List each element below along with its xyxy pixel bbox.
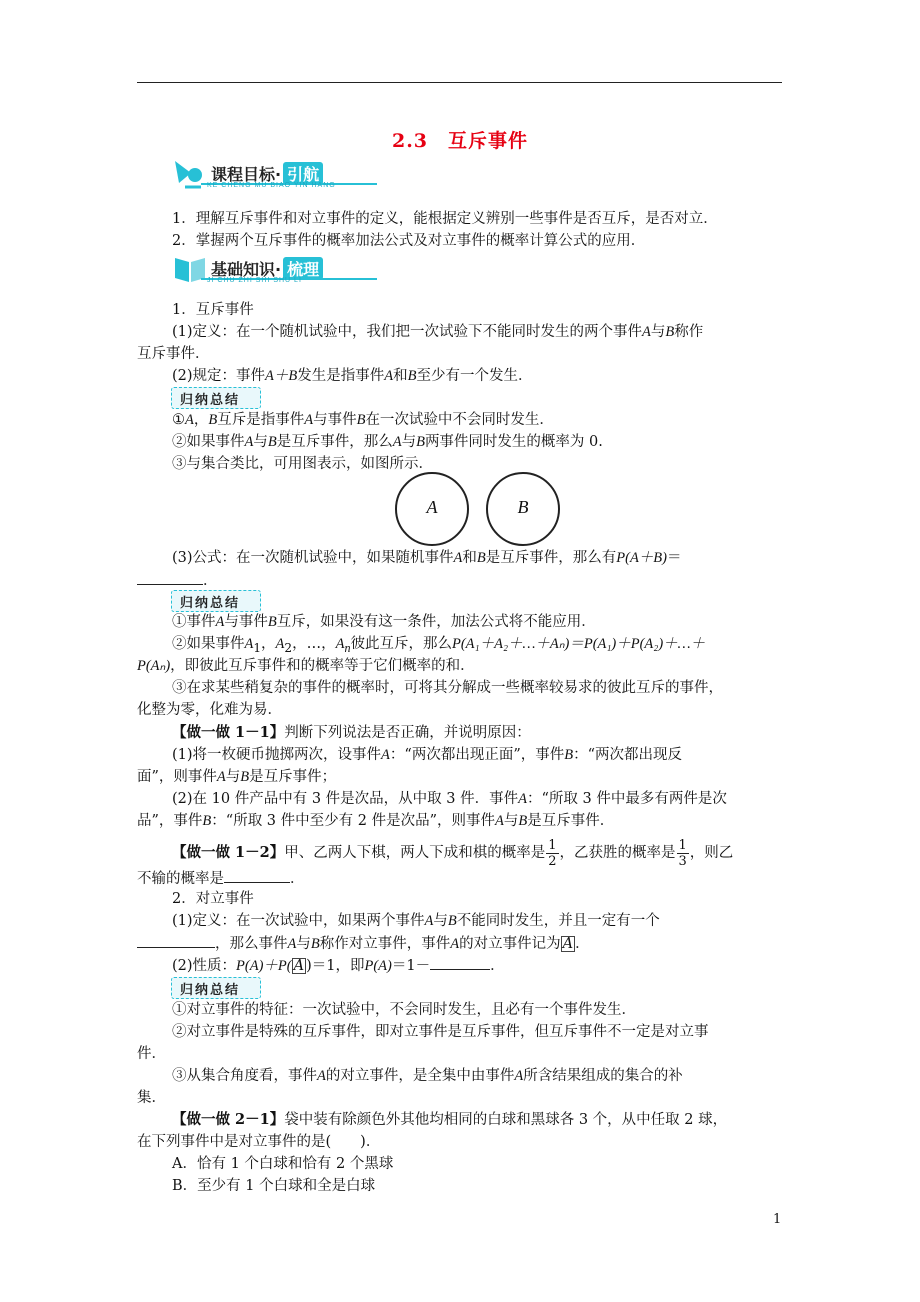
page-number: 1 [773,1212,782,1227]
sec2-def: (1)定义：在一次试验中，如果两个事件A与B不能同时发生，并且一定有一个 [172,913,660,929]
option-a: A．恰有 1 个白球和恰有 2 个黑球 [172,1156,394,1172]
note1-line1: ①A，B互斥是指事件A与事件B在一次试验中不会同时发生． [172,412,554,428]
exercise-1-1: 【做一做 1－1】判断下列说法是否正确，并说明原因： [172,724,531,741]
sec1-def-line1: (1)定义：在一个随机试验中，我们把一次试验下不能同时发生的两个事件A与B称作 [172,324,704,340]
venn-circle-b: B [486,472,560,546]
sec1-formula: (3)公式：在一次随机试验中，如果随机事件A和B是互斥事件，那么有P(A＋B)＝ [172,550,682,566]
answer-blank[interactable] [224,868,290,883]
exercise-1-2: 【做一做 1－2】甲、乙两人下棋，两人下成和棋的概率是 $\frac{1}{2}$ ，乙获胜的概率是 $\frac{1}{3}$ ，则乙 [172,837,734,869]
note3-line5: 集． [137,1090,166,1106]
summary-tag: 归纳总结 [171,590,261,612]
note3-line4: ③从集合角度看，事件A的对立事件，是全集中由事件A所含结果组成的集合的补 [172,1068,683,1084]
exercise-1-1-a2: 面”，则事件A与B是互斥事件； [137,769,337,785]
note2-line2: ②如果事件$A_1$，$A_2$，…，$A_n$彼此互斥，那么P(A₁＋A₂＋…＋Aₙ)＝P(A₁)＋P(A₂)＋…＋ [172,636,706,655]
venn-circle-a: A [395,472,469,546]
exercise-1-1-a: (1)将一枚硬币抛掷两次，设事件A：“两次都出现正面”，事件B：“两次都出现反 [172,747,683,763]
answer-blank[interactable] [137,933,215,948]
summary-tag: 归纳总结 [171,977,261,999]
exercise-1-2-b: 不输的概率是 ． [137,868,305,889]
goal-2: 2．掌握两个互斥事件的概率加法公式及对立事件的概率计算公式的应用． [172,233,646,249]
note1-line3: ③与集合类比，可用图表示，如图所示． [172,456,433,472]
note2-line4: ③在求某些稍复杂的事件的概率时，可将其分解成一些概率较易求的彼此互斥的事件， [172,680,723,696]
sec1-head: 1．互斥事件 [172,302,254,318]
page-title: 2.3 互斥事件 [391,130,529,152]
summary-tag: 归纳总结 [171,387,261,409]
section-banner-goals: 课程目标· 引航 KE CHENG MU BIAO YIN HANG [171,157,381,193]
note2-line3: P(Aₙ)，即彼此互斥事件和的概率等于它们概率的和． [137,658,475,674]
sec1-def-line2: 互斥事件． [137,346,210,362]
note3-line3: 件． [137,1046,166,1062]
exercise-1-1-b: (2)在 10 件产品中有 3 件是次品，从中取 3 件．事件A：“所取 3 件中最多有两件是次 [172,791,727,807]
sec2-head: 2．对立事件 [172,891,254,907]
goal-1: 1．理解互斥事件和对立事件的定义，能根据定义辨别一些事件是否互斥，是否对立． [172,211,718,227]
note3-line2: ②对立事件是特殊的互斥事件，即对立事件是互斥事件，但互斥事件不一定是对立事 [172,1024,709,1040]
sec1-formula-blank: ． [137,570,218,591]
answer-blank[interactable] [137,570,203,585]
exercise-2-1: 【做一做 2－1】袋中装有除颜色外其他均相同的白球和黑球各 3 个，从中任取 2 球， [172,1111,728,1128]
header-rule [137,82,782,83]
sec1-rule: (2)规定：事件A＋B发生是指事件A和B至少有一个发生． [172,368,533,384]
fraction-half: $\frac{1}{2}$ [548,837,557,869]
answer-blank[interactable] [430,955,490,970]
note2-line1: ①事件A与事件B互斥，如果没有这一条件，加法公式将不能应用． [172,614,596,630]
sec2-property: (2)性质：P(A)＋P( A )＝1，即P(A)＝1－ ． [172,955,505,976]
option-b: B．至少有 1 个白球和全是白球 [172,1178,376,1194]
exercise-1-1-b2: 品”，事件B：“所取 3 件中至少有 2 件是次品”，则事件A与B是互斥事件． [137,813,615,829]
fraction-third: $\frac{1}{3}$ [678,837,687,869]
note1-line2: ②如果事件A与B是互斥事件，那么A与B两事件同时发生的概率为 0. [172,434,603,450]
sec2-def2: ，那么事件A与B称作对立事件，事件A的对立事件记为 A ． [137,933,590,954]
note3-line1: ①对立事件的特征：一次试验中，不会同时发生，且必有一个事件发生． [172,1002,636,1018]
exercise-2-1-b: 在下列事件中是对立事件的是( )． [137,1134,381,1150]
section-banner-basics: 基础知识· 梳理 JI CHU ZHI SHI SHU LI [171,252,381,288]
note2-line5: 化整为零，化难为易． [137,702,282,718]
